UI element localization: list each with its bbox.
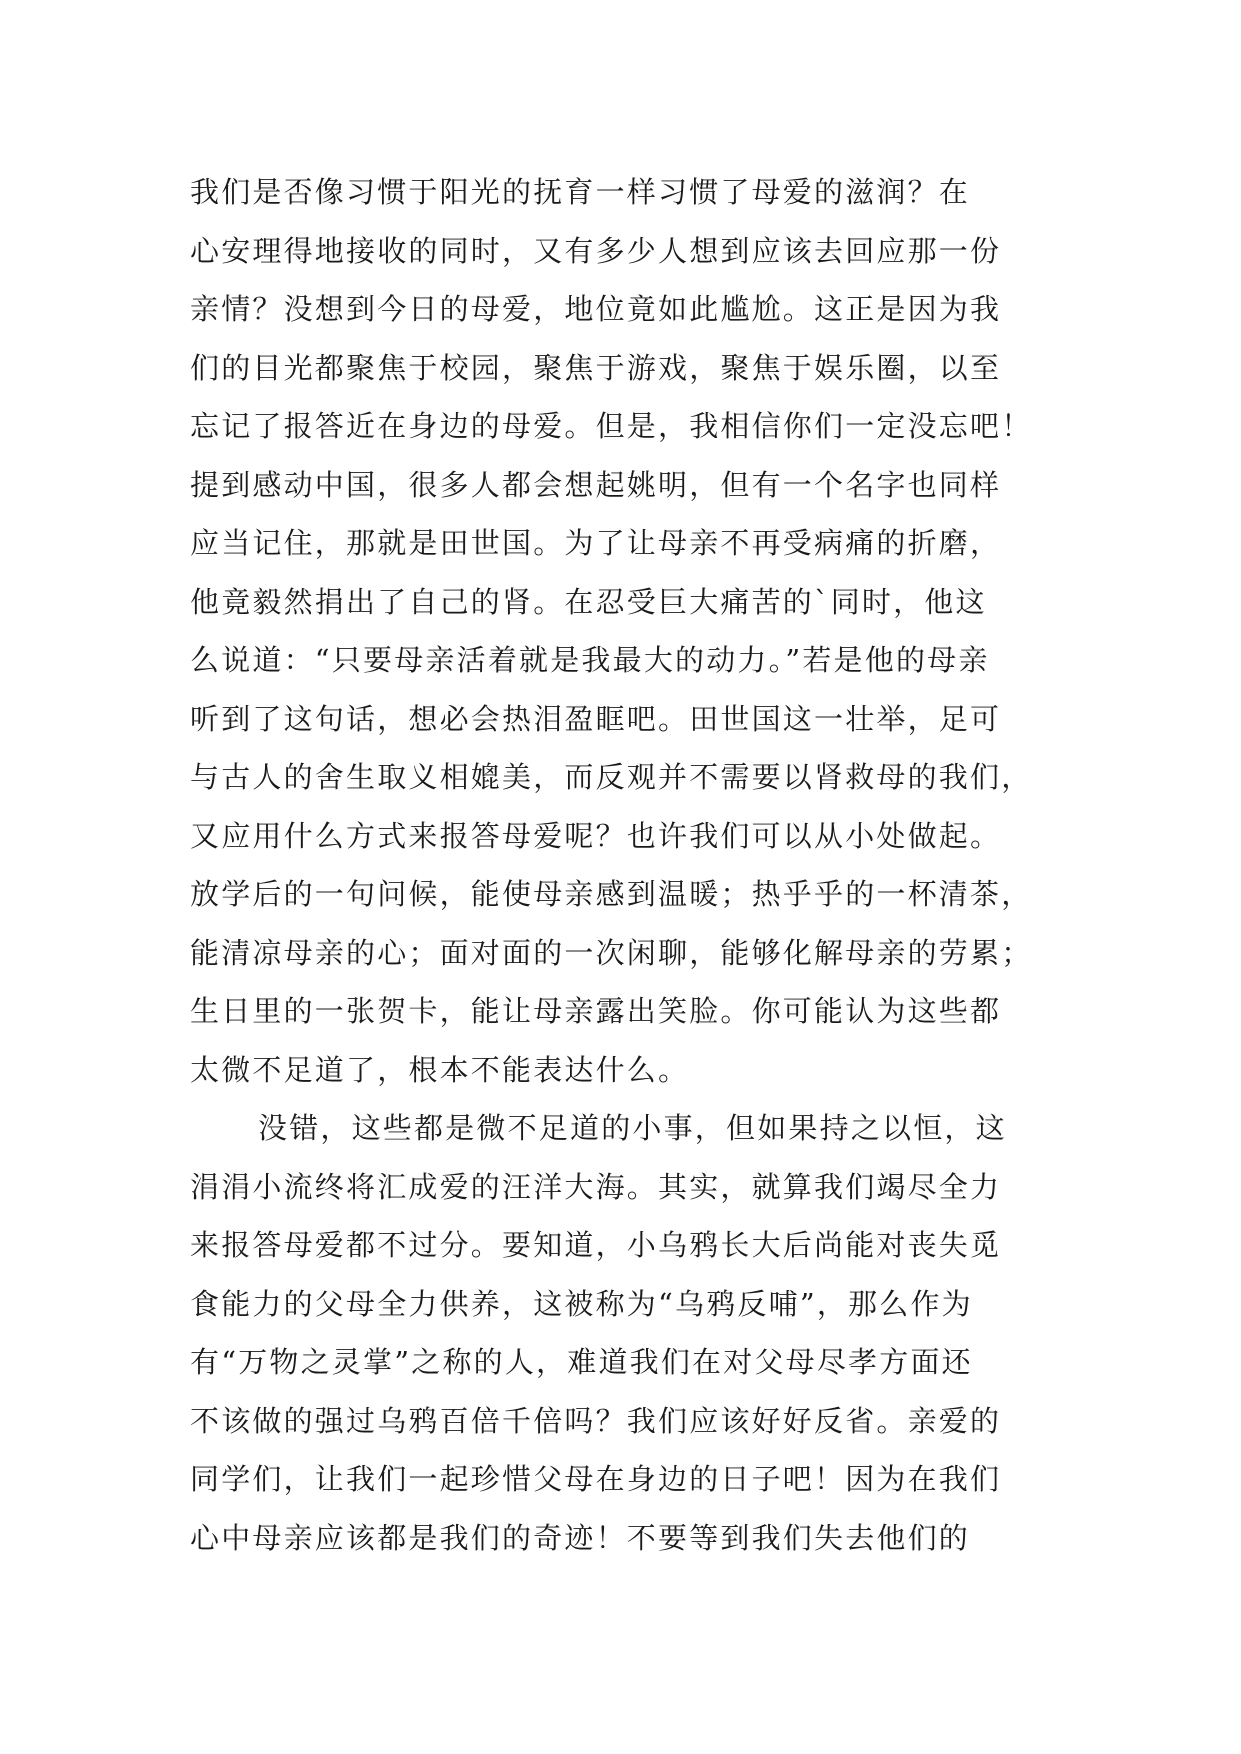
text-line: 能清凉母亲的心；面对面的一次闲聊，能够化解母亲的劳累； bbox=[190, 935, 1033, 970]
text-line: 有“万物之灵掌”之称的人，难道我们在对父母尽孝方面还 bbox=[190, 1345, 973, 1379]
text-line: 生日里的一张贺卡，能让母亲露出笑脸。你可能认为这些都 bbox=[190, 994, 1002, 1028]
text-line: 么说道：“只要母亲活着就是我最大的动力。”若是他的母亲 bbox=[190, 643, 990, 677]
text-line: 心安理得地接收的同时，又有多少人想到应该去回应那一份 bbox=[190, 233, 1002, 268]
text-line: 亲情？没想到今日的母爱，地位竟如此尴尬。这正是因为我 bbox=[190, 292, 1002, 326]
text-line: 太微不足道了，根本不能表达什么。 bbox=[190, 1052, 690, 1087]
text-line: 放学后的一句问候，能使母亲感到温暖；热乎乎的一杯清茶， bbox=[190, 877, 1033, 911]
text-line: 又应用什么方式来报答母爱呢？也许我们可以从小处做起。 bbox=[190, 818, 1002, 853]
text-line: 忘记了报答近在身边的母爱。但是，我相信你们一定没忘吧！ bbox=[190, 409, 1033, 443]
text-line: 与古人的舍生取义相媲美，而反观并不需要以肾救母的我们， bbox=[190, 760, 1033, 794]
text-line: 应当记住，那就是田世国。为了让母亲不再受病痛的折磨， bbox=[190, 526, 1002, 560]
text-line: 心中母亲应该都是我们的奇迹！不要等到我们失去他们的 bbox=[190, 1520, 971, 1555]
text-line: 涓涓小流终将汇成爱的汪洋大海。其实，就算我们竭尽全力 bbox=[190, 1169, 1002, 1204]
text-line: 我们是否像习惯于阳光的抚育一样习惯了母爱的滋润？在 bbox=[190, 175, 971, 209]
text-line: 来报答母爱都不过分。要知道，小乌鸦长大后尚能对丧失觅 bbox=[190, 1228, 1002, 1262]
text-line: 同学们，让我们一起珍惜父母在身边的日子吧！因为在我们 bbox=[190, 1462, 1002, 1496]
document-body bbox=[190, 163, 1070, 1567]
text-line: 们的目光都聚焦于校园，聚焦于游戏，聚焦于娱乐圈，以至 bbox=[190, 350, 1002, 385]
text-line: 听到了这句话，想必会热泪盈眶吧。田世国这一壮举，足可 bbox=[190, 701, 1002, 736]
text-line: 提到感动中国，很多人都会想起姚明，但有一个名字也同样 bbox=[190, 467, 1002, 502]
text-line: 不该做的强过乌鸦百倍千倍吗？我们应该好好反省。亲爱的 bbox=[190, 1403, 1002, 1438]
text-line: 食能力的父母全力供养，这被称为“乌鸦反哺”，那么作为 bbox=[190, 1286, 973, 1321]
paragraph-start-line: 没错，这些都是微不足道的小事，但如果持之以恒，这 bbox=[258, 1111, 1007, 1145]
text-line: 他竟毅然捐出了自己的肾。在忍受巨大痛苦的`同时，他这 bbox=[190, 584, 987, 619]
